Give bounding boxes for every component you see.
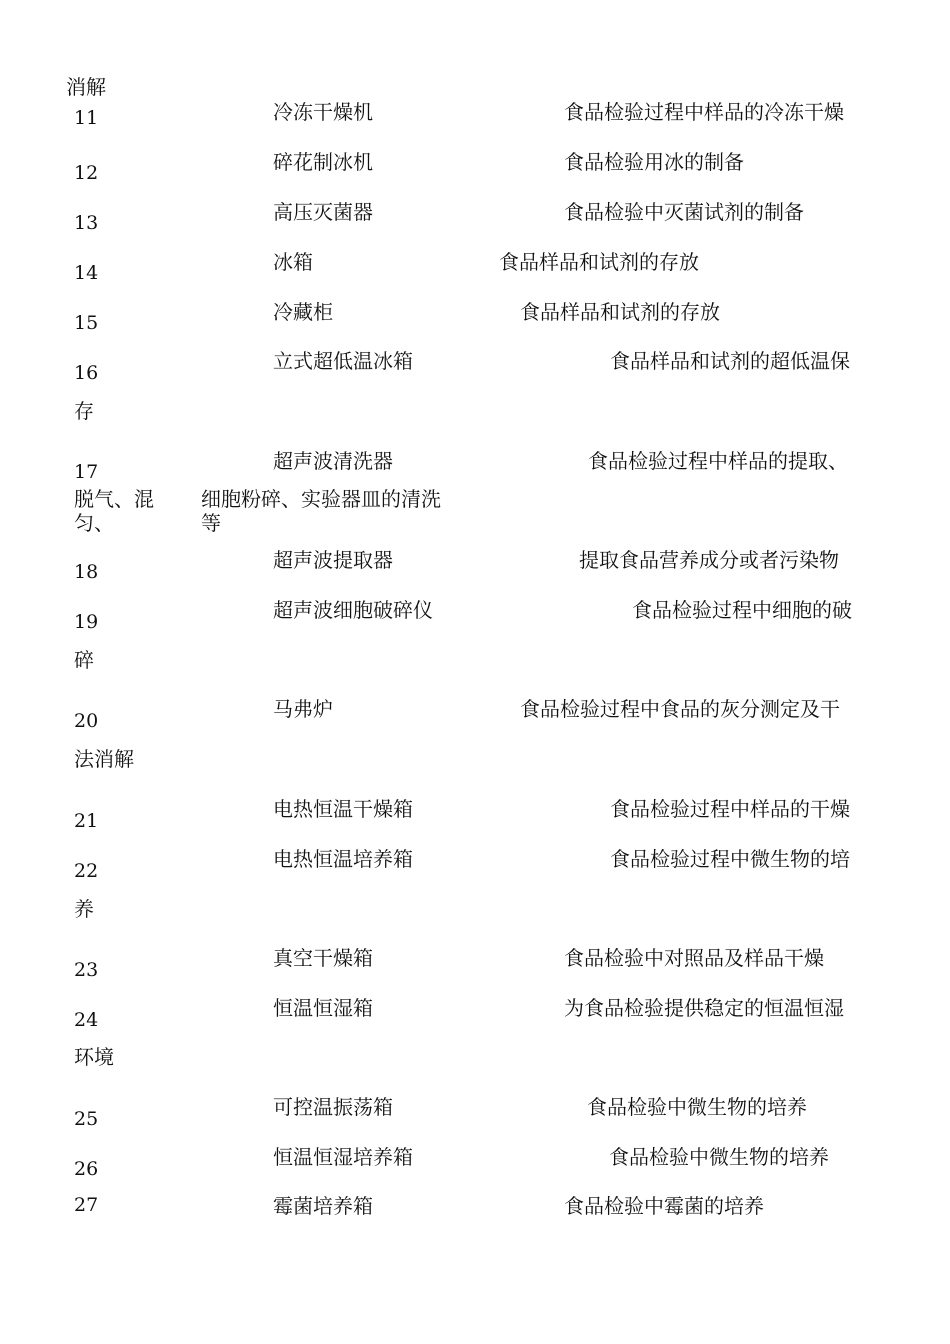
equipment-name: 恒温恒湿培养箱 (273, 1145, 413, 1169)
purpose-wrap-text: 匀、 (74, 511, 114, 535)
row-number: 18 (74, 561, 99, 583)
equipment-purpose: 食品检验过程中样品的提取、 (588, 449, 848, 473)
equipment-name: 霉菌培养箱 (273, 1194, 373, 1218)
purpose-wrap-text: 碎 (74, 648, 94, 672)
row-number: 23 (74, 959, 99, 981)
equipment-name: 电热恒温干燥箱 (273, 797, 413, 821)
row-number: 11 (74, 107, 99, 129)
row-number: 20 (74, 710, 99, 732)
row-number: 25 (74, 1108, 99, 1130)
row-number: 19 (74, 611, 99, 633)
equipment-purpose: 食品检验中灭菌试剂的制备 (564, 200, 804, 224)
row-number: 24 (74, 1009, 99, 1031)
row-number: 13 (74, 212, 99, 234)
purpose-wrap-text: 存 (74, 399, 94, 423)
equipment-name: 超声波提取器 (273, 548, 393, 572)
equipment-name: 超声波清洗器 (273, 449, 393, 473)
equipment-name: 电热恒温培养箱 (273, 847, 413, 871)
equipment-purpose: 食品检验过程中微生物的培 (610, 847, 850, 871)
equipment-name: 冷藏柜 (273, 300, 333, 324)
purpose-wrap-text: 法消解 (74, 747, 134, 771)
purpose-wrap-text: 环境 (74, 1045, 114, 1069)
equipment-name: 立式超低温冰箱 (273, 349, 413, 373)
row-number: 14 (74, 262, 99, 284)
equipment-purpose: 食品检验过程中样品的干燥 (610, 797, 850, 821)
equipment-purpose: 食品样品和试剂的超低温保 (610, 349, 850, 373)
equipment-name: 超声波细胞破碎仪 (273, 598, 433, 622)
equipment-purpose: 食品样品和试剂的存放 (520, 300, 720, 324)
row-number: 27 (74, 1194, 99, 1216)
equipment-name: 冰箱 (273, 250, 313, 274)
equipment-purpose: 食品检验中微生物的培养 (587, 1095, 807, 1119)
row-number: 26 (74, 1158, 99, 1180)
equipment-name: 可控温振荡箱 (273, 1095, 393, 1119)
continuation-text: 消解 (66, 75, 106, 99)
purpose-wrap-text: 脱气、混 (74, 487, 154, 511)
equipment-name: 高压灭菌器 (273, 200, 373, 224)
equipment-name: 真空干燥箱 (273, 946, 373, 970)
row-number: 12 (74, 162, 99, 184)
equipment-purpose: 提取食品营养成分或者污染物 (579, 548, 839, 572)
purpose-wrap-text: 等 (201, 511, 221, 535)
equipment-purpose: 食品检验中微生物的培养 (609, 1145, 829, 1169)
equipment-purpose: 食品检验中对照品及样品干燥 (564, 946, 824, 970)
row-number: 21 (74, 810, 99, 832)
equipment-purpose: 食品检验过程中样品的冷冻干燥 (564, 100, 844, 124)
equipment-purpose: 食品样品和试剂的存放 (499, 250, 699, 274)
purpose-wrap-text: 养 (74, 897, 94, 921)
equipment-purpose: 为食品检验提供稳定的恒温恒湿 (564, 996, 844, 1020)
row-number: 17 (74, 461, 99, 483)
equipment-name: 马弗炉 (273, 697, 333, 721)
equipment-purpose: 食品检验过程中食品的灰分测定及干 (520, 697, 840, 721)
equipment-purpose: 食品检验中霉菌的培养 (564, 1194, 764, 1218)
row-number: 16 (74, 362, 99, 384)
row-number: 15 (74, 312, 99, 334)
equipment-name: 冷冻干燥机 (273, 100, 373, 124)
equipment-purpose: 食品检验用冰的制备 (564, 150, 744, 174)
equipment-purpose: 食品检验过程中细胞的破 (632, 598, 852, 622)
equipment-name: 碎花制冰机 (273, 150, 373, 174)
purpose-wrap-text: 细胞粉碎、实验器皿的清洗 (201, 487, 441, 511)
equipment-name: 恒温恒湿箱 (273, 996, 373, 1020)
row-number: 22 (74, 860, 99, 882)
